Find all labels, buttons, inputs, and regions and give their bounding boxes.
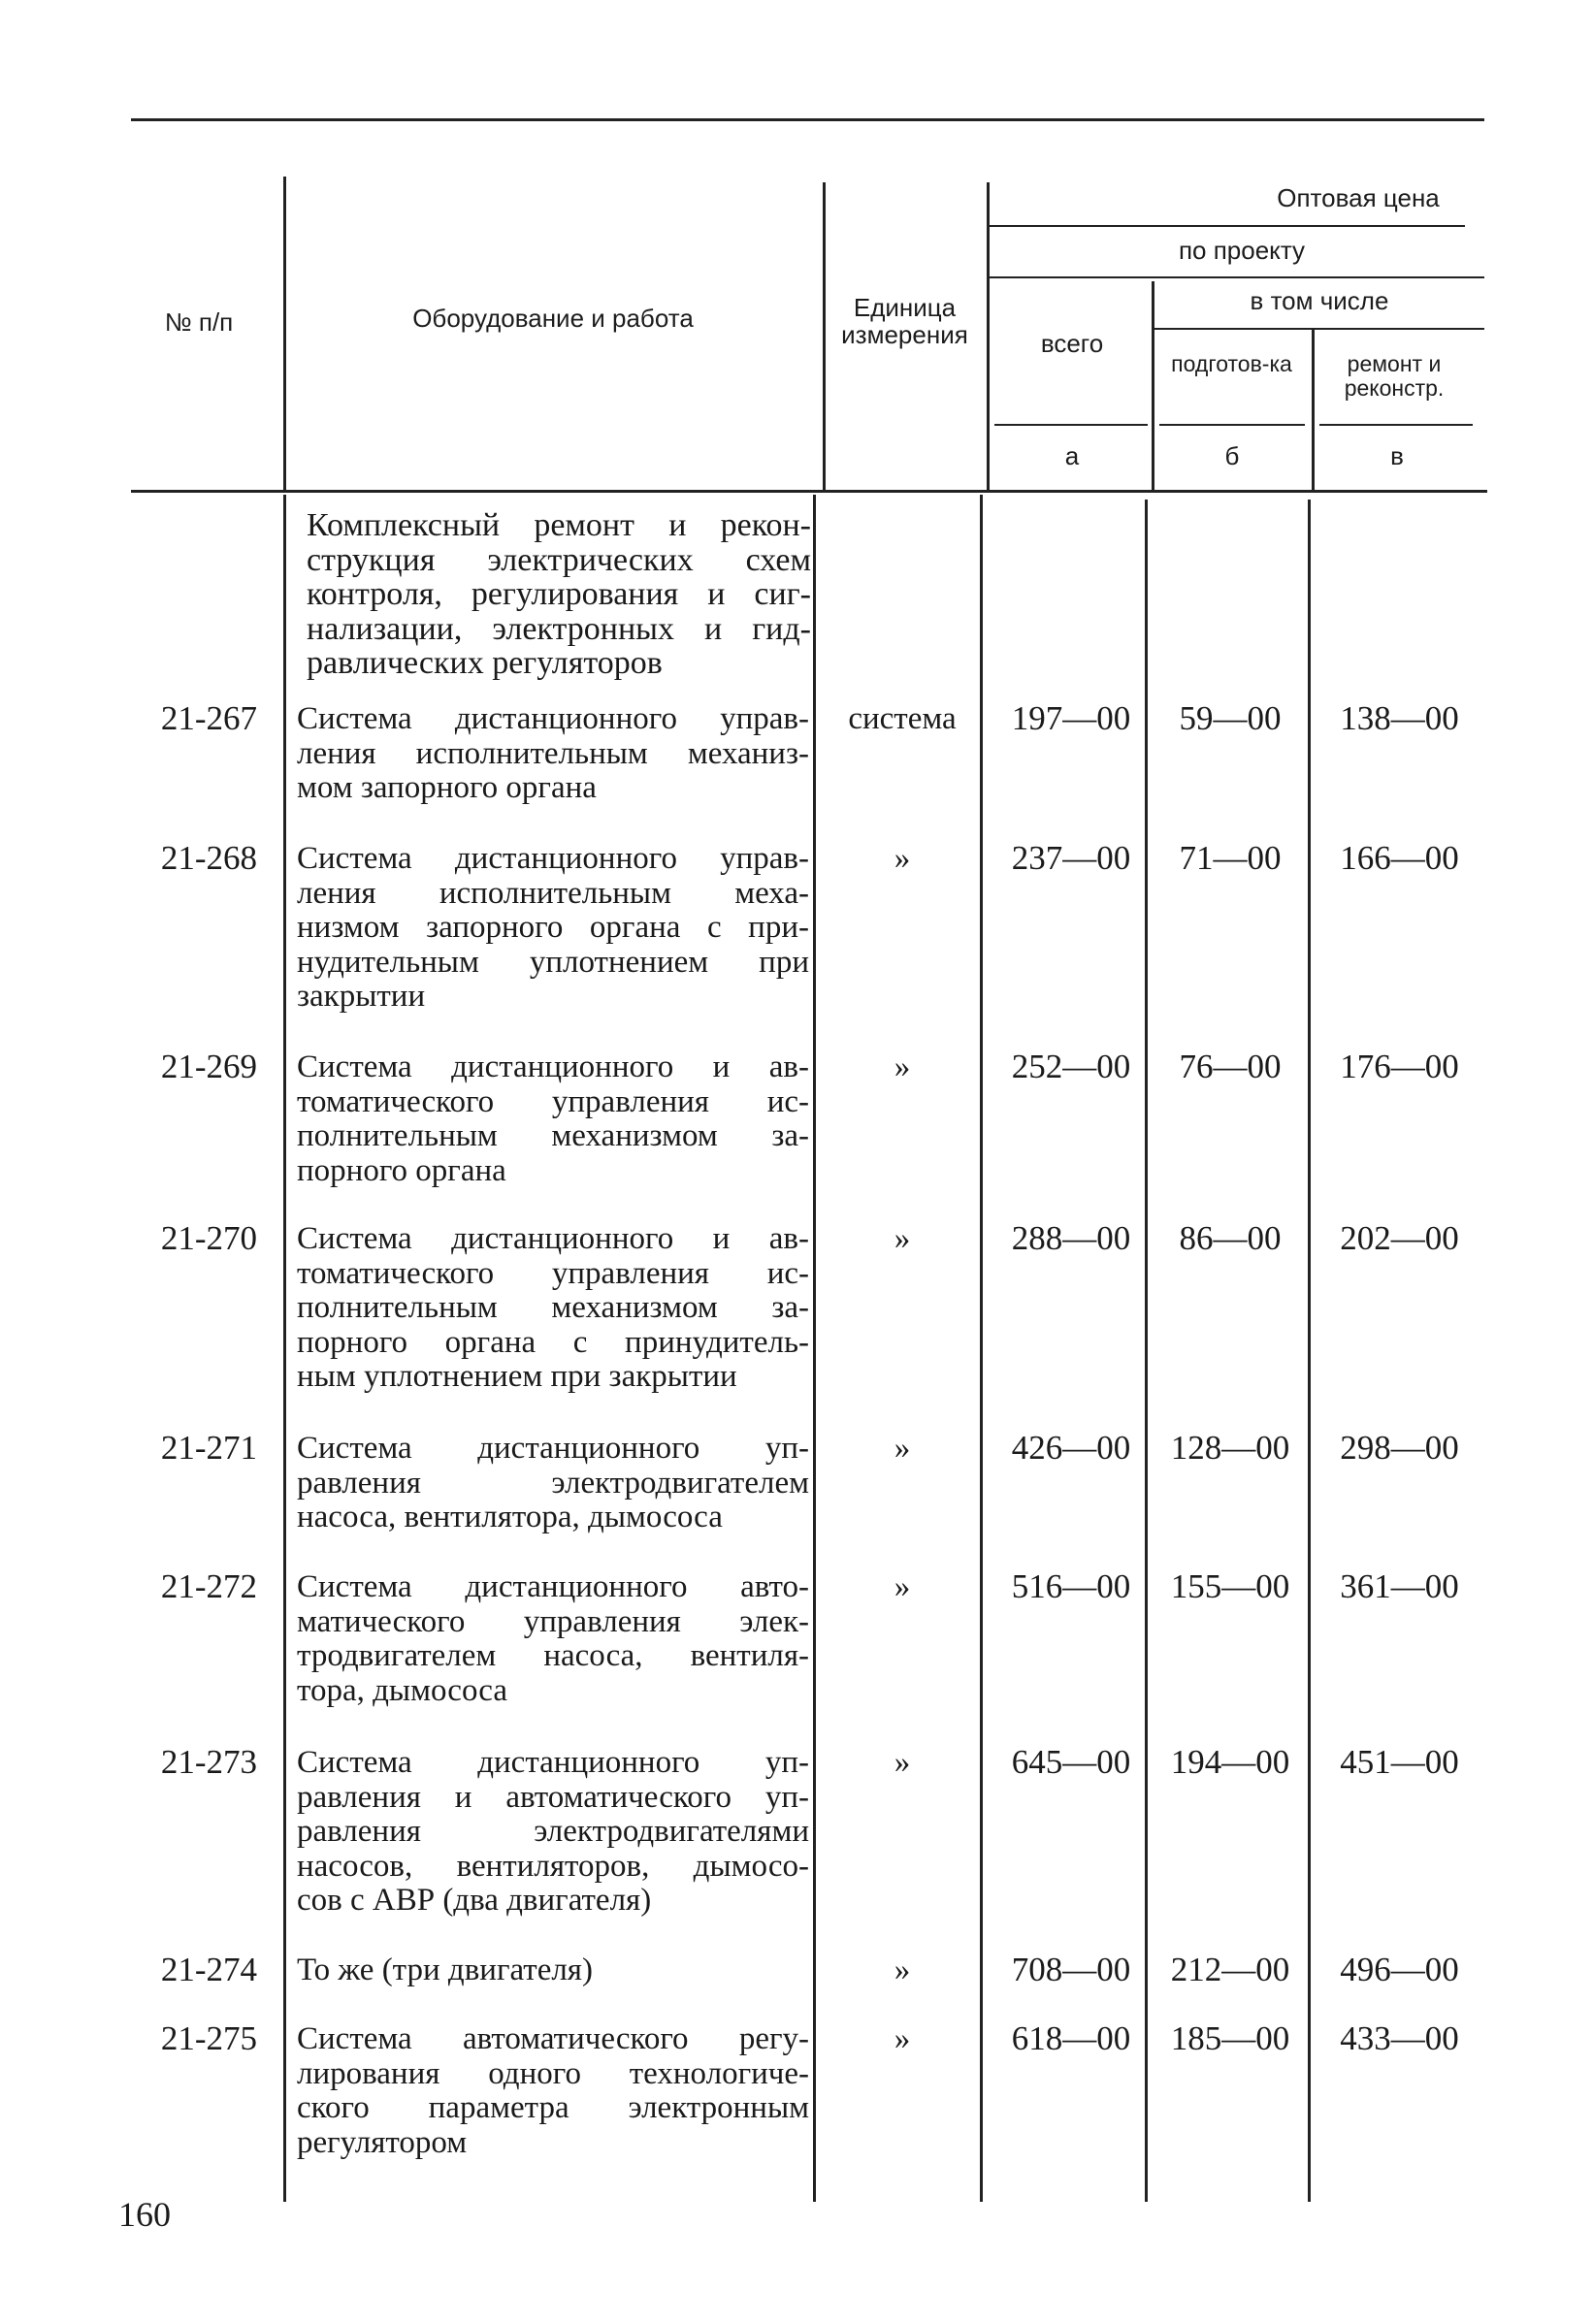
price-preparation: 86—00 — [1179, 1219, 1282, 1257]
header-rule — [1159, 424, 1305, 426]
price-total: 288—00 — [1011, 1219, 1131, 1257]
row-description — [297, 1953, 809, 1988]
description-line: Система дистанционного авто- — [297, 1569, 809, 1604]
header-rule — [1319, 424, 1473, 426]
header-rule — [1154, 328, 1484, 330]
description-line: тора, дымососа — [297, 1672, 507, 1708]
description-line: насоса, вентилятора, дымососа — [297, 1500, 723, 1534]
header-divider — [823, 182, 826, 490]
row-unit: » — [894, 1049, 911, 1084]
description-line: закрытии — [297, 979, 426, 1014]
price-preparation: 59—00 — [1179, 699, 1282, 737]
description-line: ского параметра электронным — [297, 2090, 809, 2125]
row-number: 21-275 — [160, 2019, 257, 2057]
description-line: полнительным механизмом за- — [297, 1118, 809, 1153]
description-line: сов с АВР (два двигателя) — [297, 1883, 652, 1918]
description-line: Система дистанционного и ав- — [297, 1221, 809, 1256]
row-description — [297, 842, 809, 1015]
description-line: низмом запорного органа с при- — [297, 910, 809, 945]
price-total: 708—00 — [1011, 1951, 1131, 1988]
description-line: Система дистанционного управ- — [297, 701, 809, 736]
header-bottom-rule — [131, 490, 1487, 493]
description-line: равления электродвигателями — [297, 1814, 809, 1849]
price-repair: 496—00 — [1340, 1951, 1459, 1988]
price-repair: 433—00 — [1340, 2019, 1459, 2057]
section-title-line: равлических регуляторов — [307, 645, 663, 681]
price-total: 252—00 — [1011, 1048, 1131, 1085]
description-line: насосов, вентиляторов, дымосо- — [297, 1848, 809, 1884]
row-unit: система — [848, 701, 957, 736]
column-header-number: № п/п — [164, 307, 234, 337]
price-preparation: 194—00 — [1170, 1743, 1290, 1781]
price-preparation: 71—00 — [1179, 839, 1282, 877]
row-number: 21-274 — [160, 1951, 257, 1988]
row-unit: » — [894, 1569, 911, 1604]
price-total: 618—00 — [1011, 2019, 1131, 2057]
body-divider — [813, 495, 816, 2202]
row-description — [297, 1432, 809, 1535]
row-number: 21-273 — [160, 1743, 257, 1781]
body-divider — [283, 495, 286, 2202]
row-unit: » — [894, 1431, 911, 1466]
row-unit: » — [894, 2021, 911, 2056]
description-line: То же (три двигателя) — [297, 1953, 593, 1987]
price-repair: 361—00 — [1340, 1567, 1459, 1605]
section-title — [307, 508, 811, 681]
description-line: Система дистанционного уп- — [297, 1745, 809, 1780]
column-header-wholesale-price: Оптовая цена — [1277, 183, 1440, 212]
section-title-line: контроля, регулирования и сиг- — [307, 576, 811, 612]
column-header-by-project: по проекту — [1178, 236, 1306, 265]
description-line: равления и автоматического уп- — [297, 1779, 809, 1815]
row-description — [297, 1050, 809, 1188]
price-preparation: 185—00 — [1170, 2019, 1290, 2057]
description-line: мом запорного органа — [297, 770, 597, 805]
column-header-total: всего — [1040, 329, 1104, 358]
description-line: ления исполнительным механиз- — [297, 735, 809, 771]
header-divider — [987, 182, 990, 490]
price-repair: 451—00 — [1340, 1743, 1459, 1781]
description-line: матического управления элек- — [297, 1603, 809, 1639]
body-divider — [980, 495, 983, 2202]
description-line: Система дистанционного и ав- — [297, 1049, 809, 1084]
header-rule — [990, 225, 1465, 227]
section-title-line: нализации, электронных и гид- — [307, 610, 811, 647]
row-number: 21-268 — [160, 839, 257, 877]
section-title-line: струкция электрических схем — [307, 541, 811, 578]
row-number: 21-272 — [160, 1567, 257, 1605]
body-divider — [1145, 500, 1148, 2202]
row-unit: » — [894, 1745, 911, 1780]
price-preparation: 76—00 — [1179, 1048, 1282, 1085]
header-divider — [1152, 281, 1154, 490]
description-line: равления электродвигателем — [297, 1465, 809, 1501]
column-header-sub-a: а — [1064, 441, 1080, 470]
row-number: 21-271 — [160, 1429, 257, 1467]
price-preparation: 128—00 — [1170, 1429, 1290, 1467]
price-total: 197—00 — [1011, 699, 1131, 737]
header-rule — [990, 276, 1484, 278]
body-divider — [1308, 500, 1311, 2202]
description-line: томатического управления ис- — [297, 1083, 809, 1119]
header-divider — [283, 177, 286, 490]
description-line: ления исполнительным меха- — [297, 875, 809, 911]
description-line: Система автоматического регу- — [297, 2021, 809, 2056]
description-line: полнительным механизмом за- — [297, 1290, 809, 1325]
price-preparation: 155—00 — [1170, 1567, 1290, 1605]
section-title-line: Комплексный ремонт и рекон- — [307, 507, 811, 543]
row-description — [297, 2022, 809, 2160]
row-unit: » — [894, 1953, 911, 1987]
price-total: 426—00 — [1011, 1429, 1131, 1467]
price-repair: 298—00 — [1340, 1429, 1459, 1467]
header-divider — [1312, 330, 1315, 490]
description-line: тродвигателем насоса, вентиля- — [297, 1638, 809, 1673]
description-line: Система дистанционного уп- — [297, 1431, 809, 1466]
price-repair: 202—00 — [1340, 1219, 1459, 1257]
row-unit: » — [894, 1221, 911, 1256]
column-header-preparation: подготов-ка — [1171, 351, 1292, 376]
row-unit: » — [894, 841, 911, 876]
page-number: 160 — [118, 2195, 171, 2234]
description-line: Система дистанционного управ- — [297, 841, 809, 876]
row-description — [297, 1222, 809, 1395]
header-rule — [994, 424, 1148, 426]
description-line: порного органа с принудитель- — [297, 1324, 809, 1360]
price-repair: 138—00 — [1340, 699, 1459, 737]
row-description — [297, 702, 809, 806]
price-repair: 176—00 — [1340, 1048, 1459, 1085]
description-line: регулятором — [297, 2124, 468, 2160]
column-header-including: в том числе — [1250, 286, 1389, 315]
top-rule — [131, 118, 1484, 121]
row-number: 21-269 — [160, 1048, 257, 1085]
row-description — [297, 1746, 809, 1919]
description-line: порного органа — [297, 1152, 506, 1188]
price-total: 645—00 — [1011, 1743, 1131, 1781]
column-header-equipment: Оборудование и работа — [412, 304, 694, 333]
price-total: 237—00 — [1011, 839, 1131, 877]
description-line: ным уплотнением при закрытии — [297, 1359, 737, 1394]
description-line: нудительным уплотнением при — [297, 944, 809, 980]
row-description — [297, 1570, 809, 1708]
column-header-unit: Единица измерения — [841, 293, 968, 349]
price-total: 516—00 — [1011, 1567, 1131, 1605]
description-line: лирования одного технологиче- — [297, 2055, 809, 2091]
row-number: 21-267 — [160, 699, 257, 737]
column-header-sub-b: б — [1224, 441, 1240, 470]
description-line: томатического управления ис- — [297, 1255, 809, 1291]
price-preparation: 212—00 — [1170, 1951, 1290, 1988]
row-number: 21-270 — [160, 1219, 257, 1257]
column-header-sub-v: в — [1390, 441, 1404, 470]
column-header-repair: ремонт и реконстр. — [1344, 351, 1445, 401]
price-repair: 166—00 — [1340, 839, 1459, 877]
